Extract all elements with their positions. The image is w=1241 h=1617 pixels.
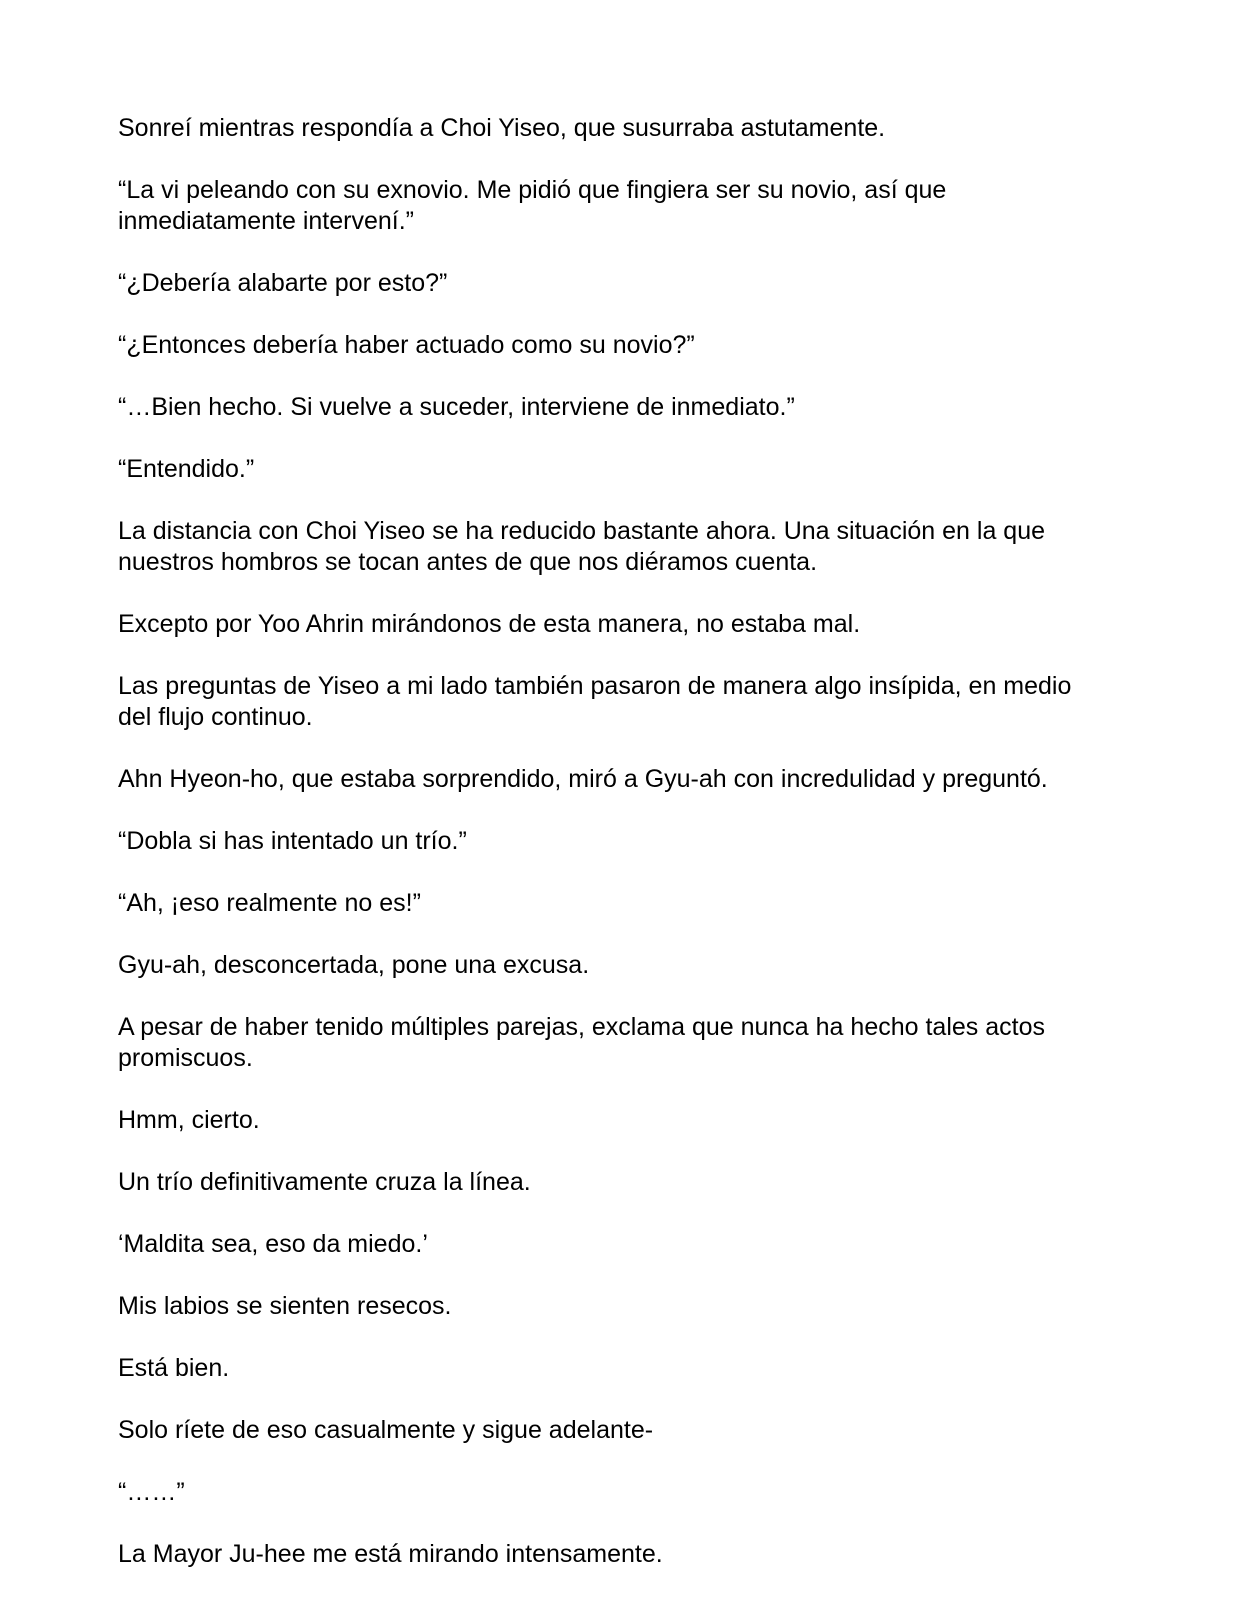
paragraph: Las preguntas de Yiseo a mi lado también pasaron de manera algo insípida, en medio del flujo continuo. — [118, 672, 1072, 731]
paragraph: Excepto por Yoo Ahrin mirándonos de esta manera, no estaba mal. — [118, 610, 861, 638]
paragraph: Está bien. — [118, 1354, 230, 1382]
document-body — [118, 113, 1098, 1601]
paragraph: “…Bien hecho. Si vuelve a suceder, interviene de inmediato.” — [118, 393, 795, 421]
paragraph: Ahn Hyeon-ho, que estaba sorprendido, miró a Gyu-ah con incredulidad y preguntó. — [118, 765, 1048, 793]
paragraph: “Dobla si has intentado un trío.” — [118, 827, 467, 855]
paragraph: Mis labios se sienten resecos. — [118, 1292, 452, 1320]
paragraph: La distancia con Choi Yiseo se ha reducido bastante ahora. Una situación en la que nuestros hombros se tocan antes de que nos diéramos cuenta. — [118, 517, 1046, 576]
paragraph: Gyu-ah, desconcertada, pone una excusa. — [118, 951, 590, 979]
paragraph: A pesar de haber tenido múltiples parejas, exclama que nunca ha hecho tales actos promiscuos. — [118, 1013, 1045, 1072]
paragraph: “……” — [118, 1478, 185, 1506]
paragraph: Hmm, cierto. — [118, 1106, 260, 1134]
paragraph: “Ah, ¡eso realmente no es!” — [118, 889, 421, 917]
paragraph: Un trío definitivamente cruza la línea. — [118, 1168, 531, 1196]
paragraph: Solo ríete de eso casualmente y sigue adelante- — [118, 1416, 654, 1444]
paragraph: ‘Maldita sea, eso da miedo.’ — [118, 1230, 428, 1258]
paragraph: Sonreí mientras respondía a Choi Yiseo, que susurraba astutamente. — [118, 114, 886, 142]
paragraph: “¿Entonces debería haber actuado como su novio?” — [118, 331, 695, 359]
paragraph: “La vi peleando con su exnovio. Me pidió que fingiera ser su novio, así que inmediatamente intervení.” — [118, 176, 947, 235]
paragraph: La Mayor Ju-hee me está mirando intensamente. — [118, 1540, 663, 1568]
paragraph: “Entendido.” — [118, 455, 255, 483]
paragraph: “¿Debería alabarte por esto?” — [118, 269, 448, 297]
